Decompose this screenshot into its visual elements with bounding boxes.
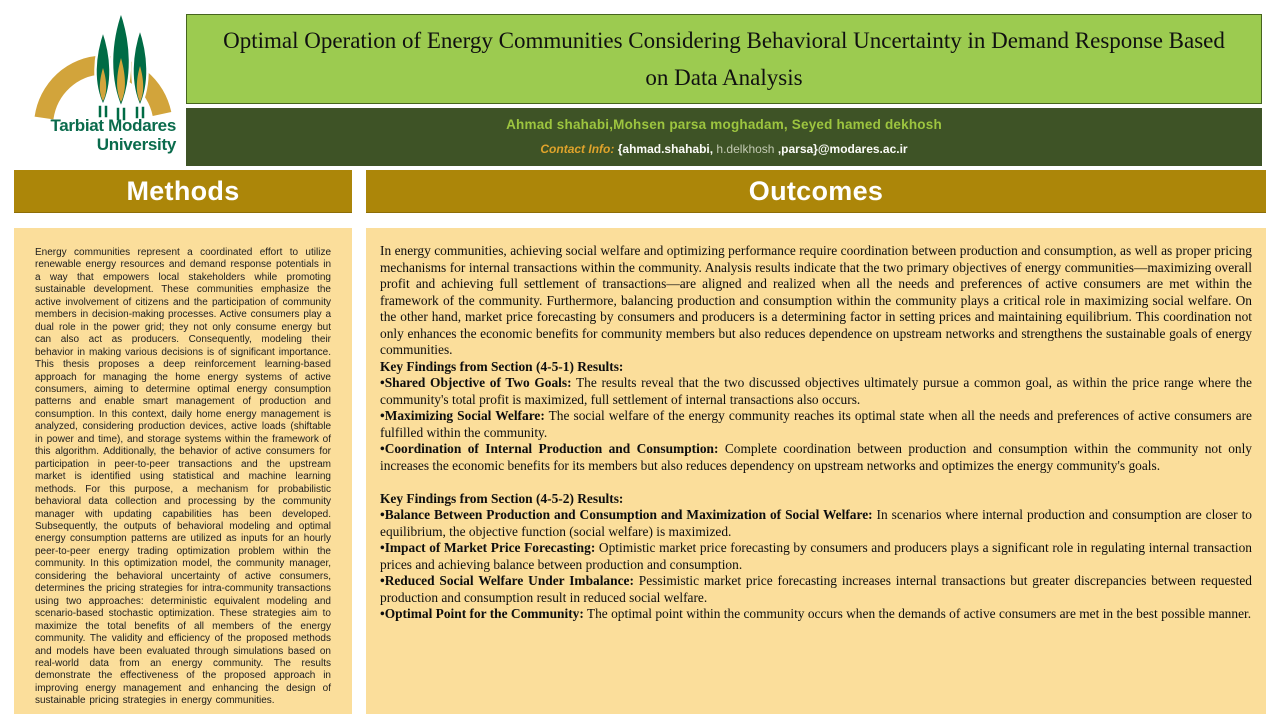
finding-452-4-label: •Optimal Point for the Community: [380, 606, 584, 621]
finding-452-2 [380, 540, 1252, 573]
finding-451-1-label: •Shared Objective of Two Goals: [380, 375, 572, 390]
outcomes-intro-paragraph: In energy communities, achieving social welfare and optimizing performance require coordination between production and consumption, as well as proper pricing mechanisms for internal transactions within the community. Analysis results indicate that the two primary objectives of energy communities—maximizing overall profit and achieving full settlement of transactions—are aligned and realized when all the needs and preferences of active consumers are met within the framework of the community. Furthermore, balancing production and consumption within the community plays a critical role in maximizing social welfare. On the other hand, market price forecasting by consumers and producers is a determining factor in setting prices and maintaining equilibrium. This coordination not only enhances the economic benefits for community members but also reduces dependence on upstream networks and strengthens the sustainable goals of energy communities. [380, 243, 1252, 357]
finding-452-4 [380, 606, 1252, 623]
methods-heading: Methods [126, 175, 240, 206]
finding-452-1-text: In scenarios where internal production and consumption are closer to equilibrium, the objective function (social welfare) is maximized. [380, 507, 1252, 539]
finding-452-3 [380, 573, 1252, 606]
methods-body-text: Energy communities represent a coordinated effort to utilize renewable energy resources and demand response potentials in a way that empowers local stakeholders while promoting sustainable development. These communities emphasize the active involvement of citizens and the participation of community members in decision-making processes. Active consumers play a dual role in the power grid; they not only consume energy but can also act as producers. Consequently, modeling their behavior in making various decisions is of significant importance. This thesis proposes a deep reinforcement learning-based approach for managing the home energy systems of active consumers, aiming to determine optimal energy consumption patterns and enable smart management of production and consumption. In this context, daily home energy management is analyzed, considering production devices, active loads (shiftable in power and time), and storage systems within the framework of this algorithm. Additionally, the behavior of active consumers for participation in peer-to-peer transactions and the upstream market is identified using statistical and machine learning methods. For this purpose, a mechanism for probabilistic behavioral data collection and processing by the community manager with updating capabilities has been developed. Subsequently, the outputs of behavioral modeling and optimal energy consumption patterns are utilized as inputs for an hourly peer-to-peer energy trading optimization problem within the community. In this optimization model, the community manager, considering the behavioral uncertainty of active consumers, determines the pricing strategies for intra-community transactions using two approaches: deterministic equivalent modeling and scenario-based stochastic optimization. These strategies aim to maximize the total benefits of all members of the energy community. The validity and efficiency of the proposed methods and models have been evaluated through simulations based on real-world data from an energy community. The results demonstrate the effectiveness of the proposed approach in improving energy management and enhancing the design of sustainable pricing strategies in energy communities. [35, 247, 332, 707]
contact-email-part3: ,parsa}@modares.ac.ir [777, 142, 908, 156]
finding-451-3-label: •Coordination of Internal Production and Consumption: [380, 441, 719, 456]
section-spacer [380, 474, 1252, 491]
authors-line: Ahmad shahabi,Mohsen parsa moghadam, Seyed hamed dekhosh [506, 117, 942, 132]
contact-email-part2: h.delkhosh [716, 142, 778, 156]
university-logo [18, 2, 188, 166]
finding-451-1-text: The results reveal that the two discussed objectives ultimately pursue a common goal, as within the price range where the community's total profit is maximized, full settlement of internal transactions also occurs. [380, 375, 1252, 407]
outcomes-panel [366, 228, 1266, 714]
title-banner [186, 14, 1262, 104]
finding-451-1 [380, 375, 1252, 408]
key-findings-451-heading: Key Findings from Section (4-5-1) Results: [380, 358, 624, 374]
finding-451-3-text: Complete coordination between production and consumption within the community not only increases the economic benefits for its members but also reduces dependency on upstream networks and optimizes the energy community's goals. [380, 441, 1252, 473]
finding-452-3-text: Pessimistic market price forecasting increases internal transactions but greater discrepancies between requested production and consumption result in reduced social welfare. [380, 573, 1252, 605]
finding-452-4-text: The optimal point within the community occurs when the demands of active consumers are met in the best possible manner. [583, 606, 1252, 621]
outcomes-body-text [366, 228, 1266, 623]
finding-452-1-label: •Balance Between Production and Consumption and Maximization of Social Welfare: [380, 507, 873, 522]
poster-title: Optimal Operation of Energy Communities Considering Behavioral Uncertainty in Demand Response Based on Data Analysis [223, 28, 1225, 90]
finding-452-3-label: •Reduced Social Welfare Under Imbalance: [380, 573, 634, 588]
outcomes-header-bar [366, 170, 1266, 213]
finding-452-2-label: •Impact of Market Price Forecasting: [380, 540, 596, 555]
university-name-line1: Tarbiat Modares [50, 116, 176, 135]
methods-panel [14, 228, 352, 714]
tmu-arch-trees-icon [24, 6, 182, 124]
author-bar [186, 108, 1262, 166]
finding-452-2-text: Optimistic market price forecasting by consumers and producers plays a significant role in regulating internal transaction prices and achieving balance between production and consumption. [380, 540, 1252, 572]
contact-line [186, 142, 1262, 156]
finding-451-2-text: The social welfare of the energy community reaches its optimal state when all the needs and preferences of active consumers are fulfilled within the community. [380, 408, 1252, 440]
key-findings-452-heading: Key Findings from Section (4-5-2) Results: [380, 490, 624, 506]
finding-451-2-label: •Maximizing Social Welfare: [380, 408, 545, 423]
university-name [18, 116, 176, 154]
finding-451-3 [380, 441, 1252, 474]
methods-header-bar [14, 170, 352, 213]
finding-451-2 [380, 408, 1252, 441]
outcomes-heading: Outcomes [748, 175, 884, 206]
university-name-line2: University [96, 135, 176, 154]
contact-info-label: Contact Info: [540, 142, 618, 156]
finding-452-1 [380, 507, 1252, 540]
contact-email-part1: {ahmad.shahabi, [617, 142, 717, 156]
